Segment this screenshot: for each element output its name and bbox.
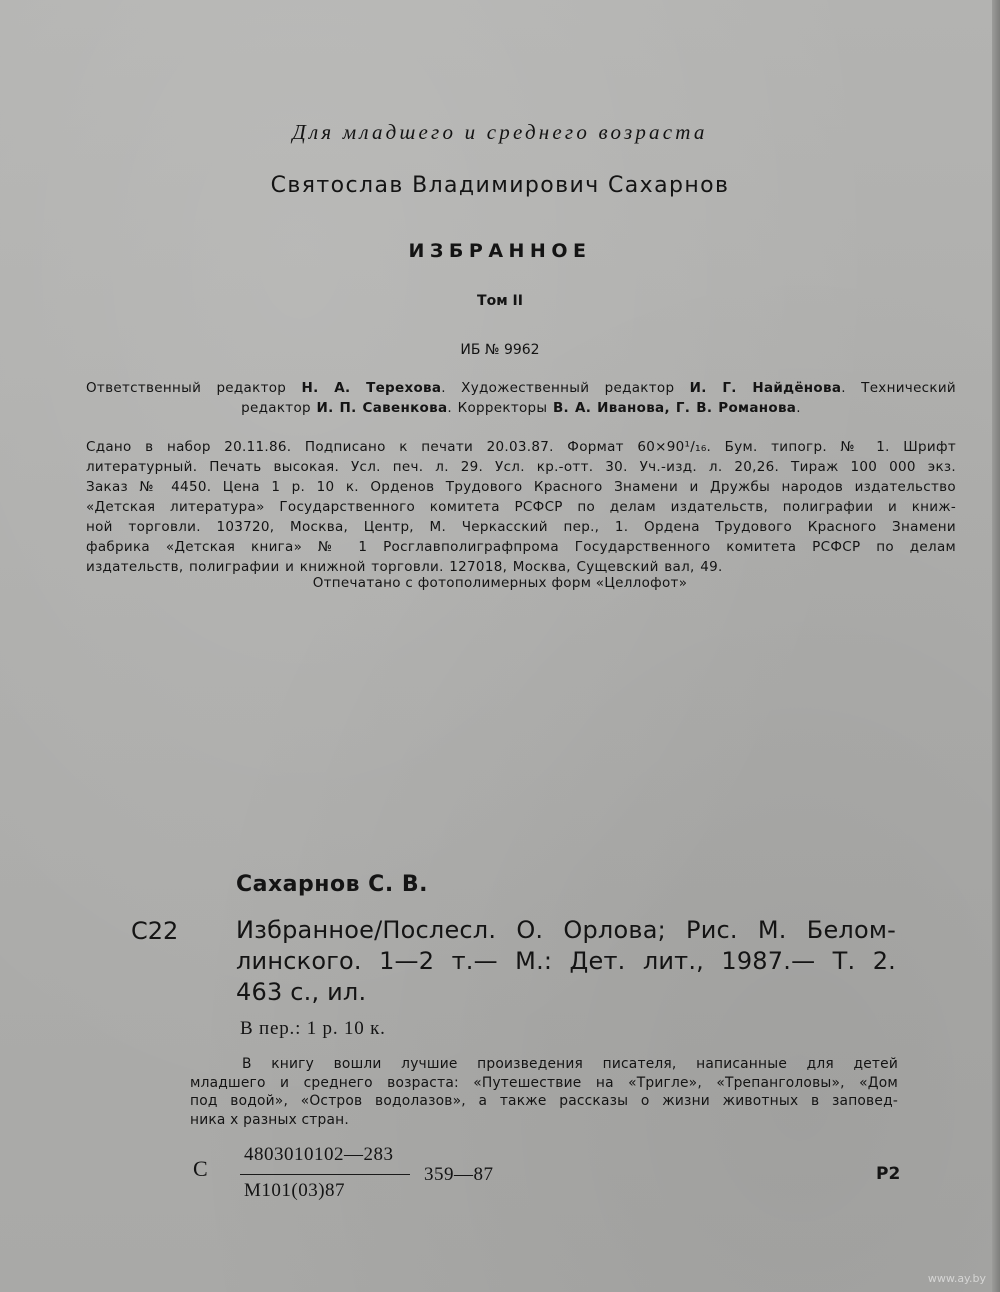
imprint-block: [86, 437, 956, 577]
annotation-line: под водой», «Остров водолазов», а также рассказы о жизни животных в заповед-: [190, 1093, 898, 1109]
ib-number: ИБ № 9962: [460, 342, 540, 358]
code-series: 359—87: [424, 1164, 494, 1185]
code-denominator: М101(03)87: [244, 1180, 346, 1201]
imprint-line: фабрика «Детская книга» № 1 Росглавполиграфпрома Государственного комитета РСФСР по делам: [86, 539, 956, 555]
imprint-line: издательств, полиграфии и книжной торговли. 127018, Москва, Сущевский вал, 49.: [86, 559, 723, 575]
editor-role-text: . Художественный редактор: [441, 380, 690, 396]
volume-label: Том II: [477, 293, 523, 309]
editors-line: [86, 378, 956, 398]
editor-role-text: Ответственный редактор: [86, 380, 302, 396]
fraction-divider: [240, 1174, 410, 1175]
editors-block: [86, 378, 956, 418]
editors-line: [86, 398, 956, 418]
book-title: ИЗБРАННОЕ: [408, 240, 592, 262]
editor-role-text: . Корректоры: [447, 400, 553, 416]
card-price: В пер.: 1 р. 10 к.: [240, 1018, 386, 1039]
printed-from-note: Отпечатано с фотополимерных форм «Целлофот»: [312, 575, 688, 591]
annotation-line: ника х разных стран.: [190, 1111, 349, 1128]
imprint-line: «Детская литература» Государственного комитета РСФСР по делам издательств, полиграфии и книж-: [86, 499, 956, 515]
card-index: С22: [131, 917, 179, 945]
imprint-line: ной торговли. 103720, Москва, Центр, М. Черкасский пер., 1. Ордена Трудового Красного Знамени: [86, 519, 956, 535]
card-annotation: [190, 1055, 898, 1129]
editor-name: В. А. Иванова, Г. В. Романова: [552, 400, 797, 416]
editor-role-text: . Технический: [841, 380, 956, 396]
card-desc-line: 463 с., ил.: [236, 978, 367, 1006]
editor-role-text: .: [796, 400, 801, 416]
code-numerator: 4803010102—283: [244, 1144, 394, 1165]
editor-name: И. Г. Найдёнова: [689, 380, 842, 396]
card-desc-line: линского. 1—2 т.— М.: Дет. лит., 1987.— Т. 2.: [236, 947, 896, 975]
imprint-line: Сдано в набор 20.11.86. Подписано к печати 20.03.87. Формат 60×90¹/₁₆. Бум. типогр. № 1. Шрифт: [86, 439, 956, 455]
annotation-line: В книгу вошли лучшие произведения писателя, написанные для детей: [242, 1056, 898, 1072]
imprint-line: Заказ № 4450. Цена 1 р. 10 к. Орденов Трудового Красного Знамени и Дружбы народов издательство: [86, 479, 956, 495]
editor-name: И. П. Савенкова: [316, 400, 448, 416]
age-group-line: Для младшего и среднего возраста: [292, 120, 708, 144]
editor-name: Н. А. Терехова: [301, 380, 442, 396]
card-desc-line: Избранное/Послесл. О. Орлова; Рис. М. Белом-: [236, 916, 896, 944]
author-full-name: Святослав Владимирович Сахарнов: [270, 173, 730, 198]
card-description: [236, 915, 896, 1008]
site-watermark: www.ay.by: [927, 1272, 986, 1285]
card-author: Сахарнов С. В.: [236, 872, 428, 897]
annotation-line: младшего и среднего возраста: «Путешествие на «Тригле», «Трепанголовы», «Дом: [190, 1074, 898, 1091]
code-letter: С: [193, 1156, 208, 1181]
imprint-line: литературный. Печать высокая. Усл. печ. л. 29. Усл. кр.-отт. 30. Уч.-изд. л. 20,26. Тираж 100 000 экз.: [86, 459, 956, 475]
editor-role-text: редактор: [241, 400, 317, 416]
code-r2: Р2: [876, 1164, 901, 1184]
page-edge: [992, 0, 1000, 1292]
